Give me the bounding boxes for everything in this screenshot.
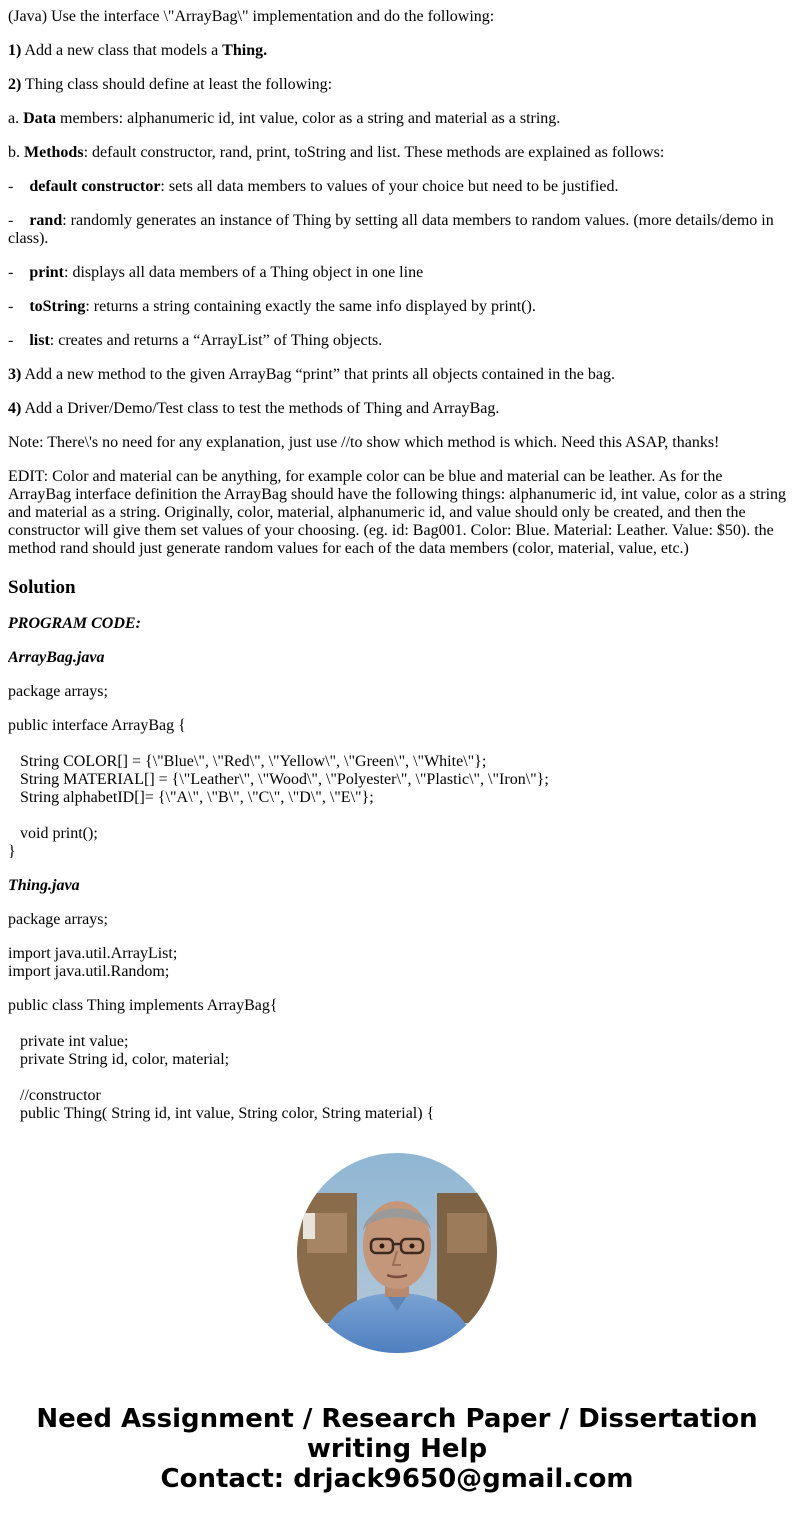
method-rand: - rand: randomly generates an instance of Thing by setting all data members to random values. (more details/demo in class). [8, 212, 778, 247]
tutor-avatar [297, 1153, 497, 1353]
promo-contact: Contact: drjack9650@gmail.com [160, 1464, 634, 1494]
solution-heading: Solution [8, 577, 76, 598]
program-code-label: PROGRAM CODE: [8, 615, 141, 632]
promo-footer [0, 1404, 794, 1494]
arraybag-code: public interface ArrayBag { String COLOR[] = {\"Blue\", \"Red\", \"Yellow\", \"Green\", \"White\"}; String MATERIAL[] = {\"Leather\", \"Wood\", \"Polyester\", \"Plastic\", \"Iron\"}; String alphabetID[]= {\"A\", \"B\", \"C\", \"D\", \"E\"}; void print(); } [8, 717, 549, 860]
tutor-photo [297, 1153, 497, 1353]
question-intro: (Java) Use the interface \"ArrayBag\" implementation and do the following: [8, 8, 495, 25]
thing-filename: Thing.java [8, 877, 80, 894]
document-content [8, 8, 788, 1122]
thing-imports: import java.util.ArrayList; import java.util.Random; [8, 945, 178, 980]
question-item-b: b. Methods: default constructor, rand, print, toString and list. These methods are explained as follows: [8, 144, 665, 161]
question-edit: EDIT: Color and material can be anything, for example color can be blue and material can be leather. As for the ArrayBag interface definition the ArrayBag should have the following things: alphanumeric id, int value, color as a string and material as a string. Originally, color, material, alphanumeric id, and value should only be created, and then the constructor will give them set values of your choosing. (eg. id: Bag001. Color: Blue. Material: Leather. Value: $50). the method rand should just generate random values for each of the data members (color, material, value, etc.) [8, 468, 787, 557]
question-item-1: 1) Add a new class that models a Thing. [8, 42, 268, 59]
arraybag-package: package arrays; [8, 683, 108, 700]
method-list: - list: creates and returns a “ArrayList” of Thing objects. [8, 332, 383, 349]
thing-code: public class Thing implements ArrayBag{ private int value; private String id, color, material; //constructor public Thing( String id, int value, String color, String material) { [8, 997, 435, 1122]
promo-line-1: Need Assignment / Research Paper / Dissertation [36, 1404, 758, 1434]
question-item-2: 2) Thing class should define at least the following: [8, 76, 333, 93]
method-default-constructor: - default constructor: sets all data members to values of your choice but need to be justified. [8, 178, 619, 195]
thing-package: package arrays; [8, 911, 108, 928]
promo-line-2: writing Help [306, 1434, 488, 1464]
arraybag-filename: ArrayBag.java [8, 649, 105, 666]
method-print: - print: displays all data members of a Thing object in one line [8, 264, 424, 281]
question-item-4: 4) Add a Driver/Demo/Test class to test the methods of Thing and ArrayBag. [8, 400, 500, 417]
question-item-3: 3) Add a new method to the given ArrayBag “print” that prints all objects contained in the bag. [8, 366, 615, 383]
method-tostring: - toString: returns a string containing exactly the same info displayed by print(). [8, 298, 536, 315]
question-note: Note: There\'s no need for any explanation, just use //to show which method is which. Need this ASAP, thanks! [8, 434, 720, 451]
question-item-a: a. Data members: alphanumeric id, int value, color as a string and material as a string. [8, 110, 561, 127]
